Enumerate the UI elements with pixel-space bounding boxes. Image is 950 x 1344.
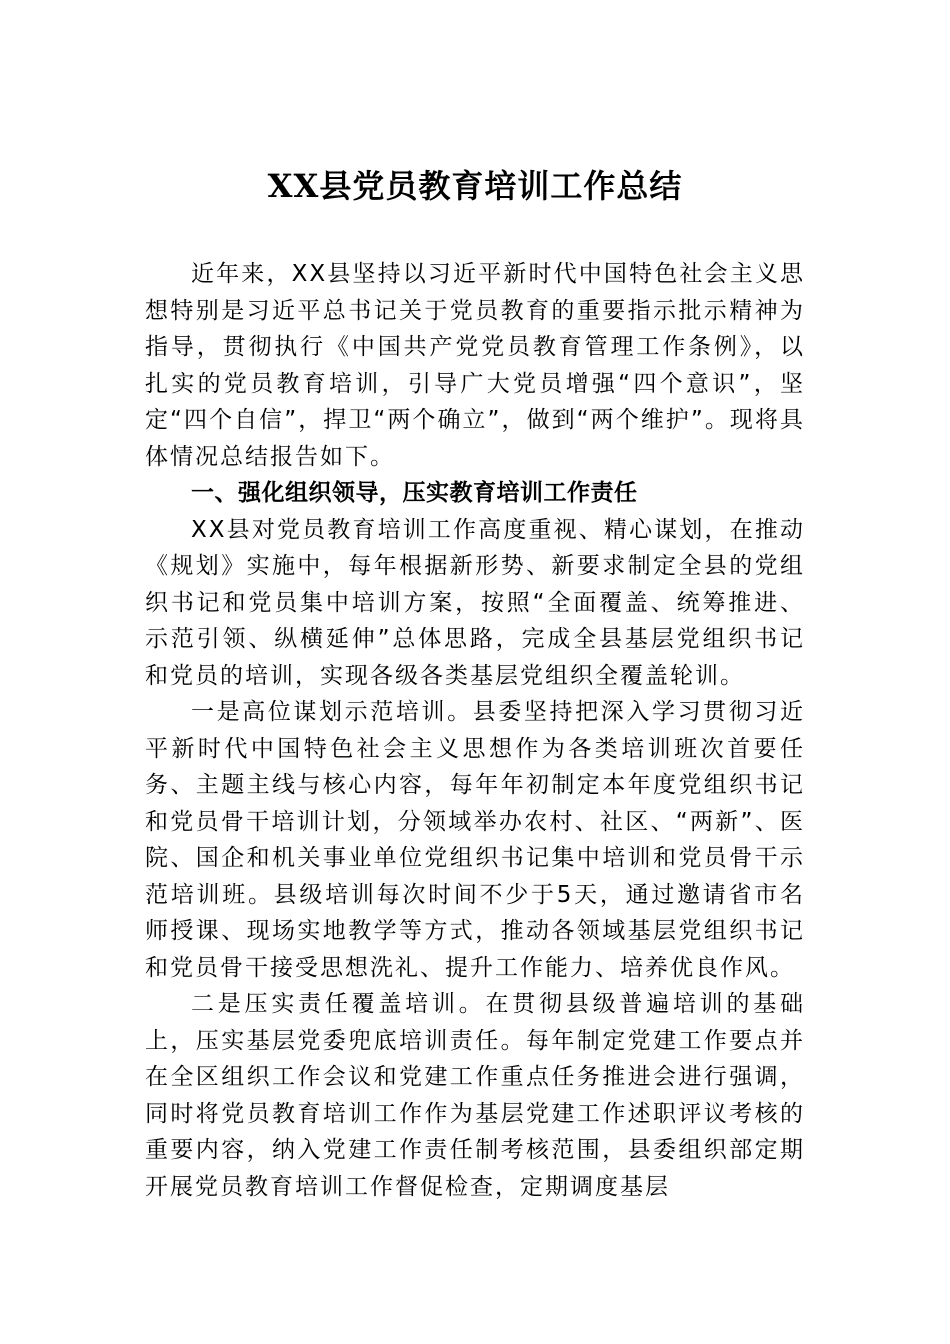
body-paragraph: XX县对党员教育培训工作高度重视、精心谋划，在推动《规划》实施中，每年根据新形势、新要求制定全县的党组织书记和党员集中培训方案，按照“全面覆盖、统筹推进、示范引领、纵横延伸”总体思路，完成全县基层党组织书记和党员的培训，实现各级各类基层党组织全覆盖轮训。 <box>145 516 805 689</box>
body-paragraph: 二是压实责任覆盖培训。在贯彻县级普遍培训的基础上，压实基层党委兜底培训责任。每年制定党建工作要点并在全区组织工作会议和党建工作重点任务推进会进行强调，同时将党员教育培训工作作为基层党建工作述职评议考核的重要内容，纳入党建工作责任制考核范围，县委组织部定期开展党员教育培训工作督促检查，定期调度基层 <box>145 991 805 1200</box>
document-body <box>145 256 805 1205</box>
intro-paragraph: 近年来，XX县坚持以习近平新时代中国特色社会主义思想特别是习近平总书记关于党员教育的重要指示批示精神为指导，贯彻执行《中国共产党党员教育管理工作条例》，以扎实的党员教育培训，引导广大党员增强“四个意识”，坚定“四个自信”，捍卫“两个确立”，做到“两个维护”。现将具体情况总结报告如下。 <box>145 261 805 470</box>
section-heading: 一、强化组织领导，压实教育培训工作责任 <box>191 480 638 506</box>
document-title: XX县党员教育培训工作总结 <box>267 167 683 205</box>
body-paragraph: 一是高位谋划示范培训。县委坚持把深入学习贯彻习近平新时代中国特色社会主义思想作为各类培训班次首要任务、主题主线与核心内容，每年年初制定本年度党组织书记和党员骨干培训计划，分领域举办农村、社区、“两新”、医院、国企和机关事业单位党组织书记集中培训和党员骨干示范培训班。县级培训每次时间不少于5天，通过邀请省市名师授课、现场实地教学等方式，推动各领域基层党组织书记和党员骨干接受思想洗礼、提升工作能力、培养优良作风。 <box>145 699 805 981</box>
